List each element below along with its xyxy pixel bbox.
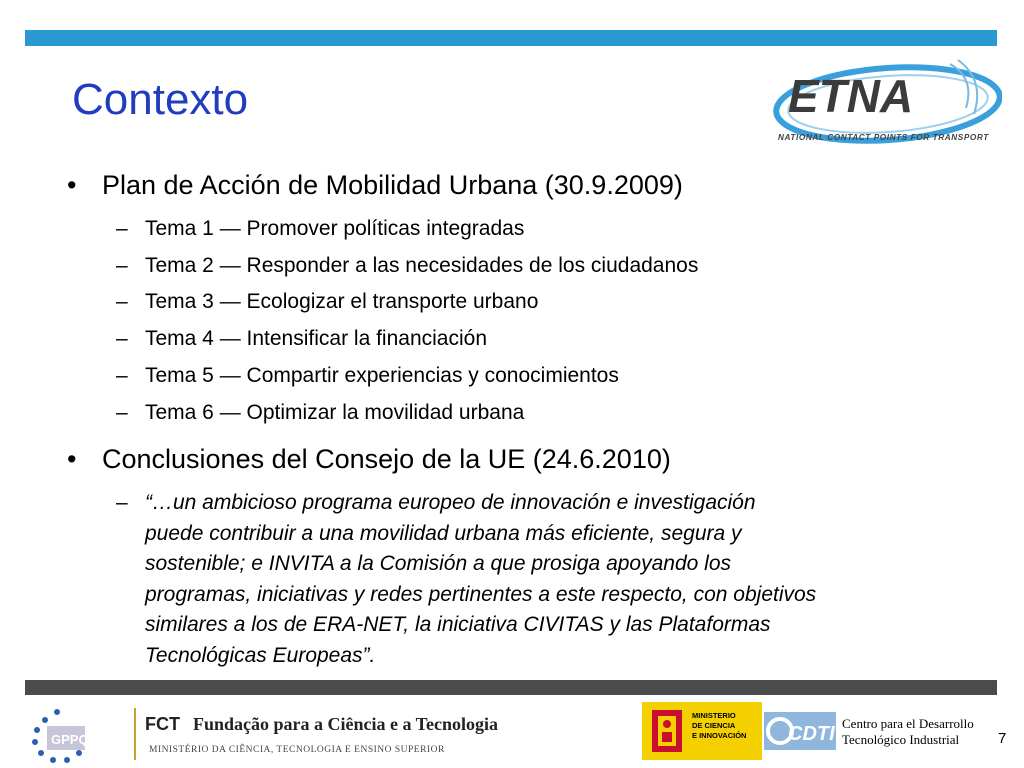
quote-line: sostenible; e INVITA a la Comisión a que prosiga apoyando los	[145, 552, 732, 575]
quote-line: Tecnológicas Europeas”.	[145, 643, 376, 667]
sub-bullet-dash: –	[116, 364, 128, 387]
spain-coat-of-arms-icon	[652, 710, 682, 752]
sub-bullet-text: Tema 1 — Promover políticas integradas	[145, 217, 525, 240]
bullet-dot: •	[67, 170, 77, 200]
sub-bullet-text: Tema 2 — Responder a las necesidades de los ciudadanos	[145, 254, 699, 277]
slide-title: Contexto	[72, 75, 249, 124]
sub-bullet-dash: –	[116, 290, 128, 313]
etna-logo-text: ETNA	[788, 70, 914, 122]
bullet-text: Conclusiones del Consejo de la UE (24.6.2010)	[102, 444, 671, 474]
sub-bullet-dash: –	[116, 254, 128, 277]
top-accent-bar	[25, 30, 997, 46]
quote-text	[145, 488, 975, 671]
cdti-name-line: Centro para el Desarrollo	[842, 716, 974, 731]
gppq-logo	[32, 709, 89, 763]
quote-line: “…un ambicioso programa europeo de innovación e investigación	[145, 491, 756, 514]
fct-footer-logo	[25, 700, 525, 766]
sub-bullet-text: Tema 4 — Intensificar la financiación	[145, 327, 487, 350]
sub-bullet-dash: –	[116, 327, 128, 350]
ministerio-line: MINISTERIO	[692, 711, 736, 720]
quote-line: programas, iniciativas y redes pertinentes a este respecto, con objetivos	[145, 582, 817, 606]
ministerio-line: E INNOVACIÓN	[692, 731, 747, 740]
cdti-logo-text: CDTI	[788, 723, 835, 745]
sub-bullet-dash: –	[116, 491, 128, 514]
sub-bullet-text: Tema 6 — Optimizar la movilidad urbana	[145, 401, 525, 424]
bottom-bar	[25, 680, 997, 695]
sub-bullet-dash: –	[116, 217, 128, 240]
fct-ministry: MINISTÉRIO DA CIÊNCIA, TECNOLOGIA E ENSINO SUPERIOR	[149, 745, 445, 755]
fct-acronym: FCT	[145, 714, 180, 734]
ministerio-line: DE CIENCIA	[692, 721, 736, 730]
fct-name: Fundação para a Ciência e a Tecnologia	[193, 714, 499, 734]
bullet-dot: •	[67, 444, 77, 474]
quote-line: puede contribuir a una movilidad urbana más eficiente, segura y	[145, 521, 742, 545]
bullet-text: Plan de Acción de Mobilidad Urbana (30.9.2009)	[102, 170, 683, 200]
quote-line: similares a los de ERA-NET, la iniciativa CIVITAS y las Plataformas	[145, 613, 771, 636]
sub-bullet-text: Tema 3 — Ecologizar el transporte urbano	[145, 290, 539, 313]
etna-logo	[770, 58, 1002, 158]
page-number: 7	[998, 730, 1007, 747]
cdti-name-line: Tecnológico Industrial	[842, 732, 960, 747]
cdti-footer-logo	[642, 702, 982, 760]
sub-bullet-text: Tema 5 — Compartir experiencias y conocimientos	[145, 364, 619, 387]
etna-logo-tagline: NATIONAL CONTACT POINTS FOR TRANSPORT	[778, 133, 989, 142]
gppq-logo-text: GPPQ	[51, 732, 89, 747]
sub-bullet-dash: –	[116, 401, 128, 424]
